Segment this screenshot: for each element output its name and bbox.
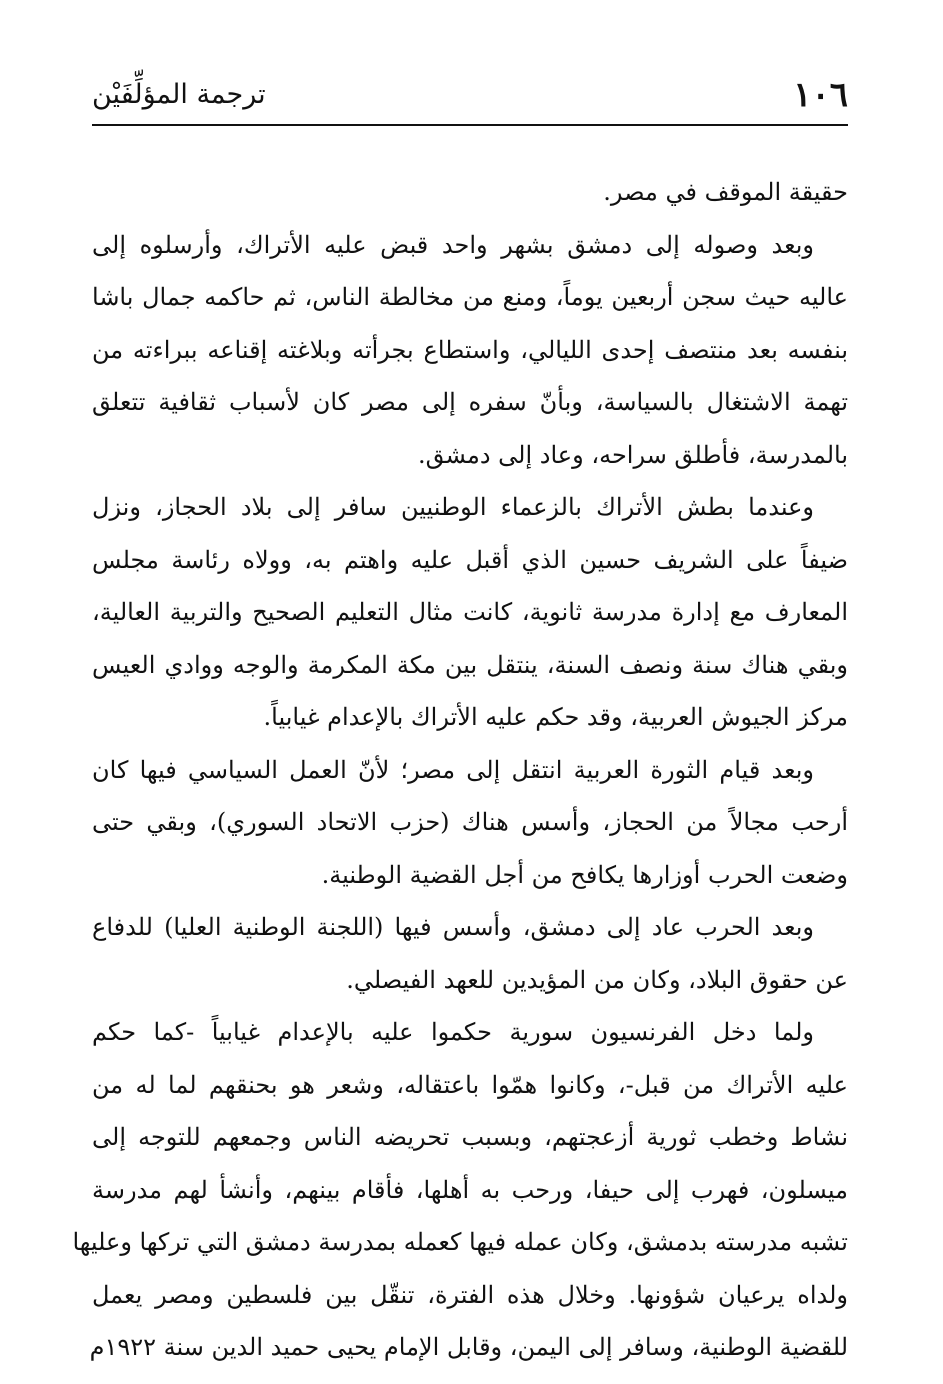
running-header	[92, 70, 848, 120]
header-divider	[92, 124, 848, 126]
text-line: نشاط وخطب ثورية أزعجتهم، وبسبب تحريضه الناس وجمعهم للتوجه إلى	[92, 1123, 848, 1151]
text-line: تهمة الاشتغال بالسياسة، وبأنّ سفره إلى مصر كان لأسباب ثقافية تتعلق	[92, 388, 849, 416]
paragraph	[92, 744, 848, 902]
paragraph	[92, 219, 848, 482]
paragraph	[92, 481, 848, 744]
text-line: عن حقوق البلاد، وكان من المؤيدين للعهد الفيصلي.	[346, 965, 848, 994]
text-line: عاليه حيث سجن أربعين يوماً، ومنع من مخالطة الناس، ثم حاكمه جمال باشا	[92, 283, 848, 311]
paragraph	[72, 1006, 848, 1374]
text-line: ميسلون، فهرب إلى حيفا، ورحب به أهلها، فأقام بينهم، وأنشأ لهم مدرسة	[92, 1175, 848, 1204]
page-number: ١٠٦	[793, 75, 848, 115]
text-line: وبعد قيام الثورة العربية انتقل إلى مصر؛ لأنّ العمل السياسي فيها كان	[92, 755, 814, 784]
text-line: مركز الجيوش العربية، وقد حكم عليه الأتراك بالإعدام غيابياً.	[263, 703, 848, 731]
text-line: حقيقة الموقف في مصر.	[603, 178, 848, 206]
text-line: وضعت الحرب أوزارها يكافح من أجل القضية الوطنية.	[321, 860, 848, 889]
text-line: تشبه مدرسته بدمشق، وكان عمله فيها كعمله بمدرسة دمشق التي تركها وعليها	[72, 1228, 848, 1256]
running-title: ترجمة المؤلِّفَيْن	[92, 79, 266, 110]
text-line: بنفسه بعد منتصف إحدى الليالي، واستطاع بجرأته وبلاغته إقناعه ببراءته من	[92, 335, 849, 364]
text-line: وعندما بطش الأتراك بالزعماء الوطنيين سافر إلى بلاد الحجاز، ونزل	[92, 493, 814, 521]
body-text	[72, 166, 849, 1374]
text-line: أرحب مجالاً من الحجاز، وأسس هناك (حزب الاتحاد السوري)، وبقي حتى	[92, 808, 848, 836]
text-line: وبعد الحرب عاد إلى دمشق، وأسس فيها (اللجنة الوطنية العليا) للدفاع	[92, 913, 814, 941]
text-line: وبعد وصوله إلى دمشق بشهر واحد قبض عليه الأتراك، وأرسلوه إلى	[92, 230, 814, 259]
paragraph	[92, 166, 848, 219]
paragraph	[92, 901, 848, 1006]
text-line: ضيفاً على الشريف حسين الذي أقبل عليه واهتم به، وولاه رئاسة مجلس	[92, 545, 848, 574]
text-line: بالمدرسة، فأطلق سراحه، وعاد إلى دمشق.	[417, 440, 848, 469]
text-line: ولداه يرعيان شؤونها. وخلال هذه الفترة، تنقّل بين فلسطين ومصر يعمل	[92, 1280, 848, 1309]
text-line: المعارف مع إدارة مدرسة ثانوية، كانت مثال التعليم الصحيح والتربية العالية،	[92, 598, 848, 626]
text-line: عليه الأتراك من قبل-، وكانوا همّوا باعتقاله، وشعر هو بحنقهم لما له من	[92, 1070, 848, 1099]
text-line: للقضية الوطنية، وسافر إلى اليمن، وقابل الإمام يحيى حميد الدين سنة ١٩٢٢م	[89, 1333, 848, 1361]
text-line: وبقي هناك سنة ونصف السنة، ينتقل بين مكة المكرمة والوجه ووادي العيس	[92, 650, 848, 679]
text-line: ولما دخل الفرنسيون سورية حكموا عليه بالإعدام غيابياً -كما حكم	[92, 1018, 814, 1046]
